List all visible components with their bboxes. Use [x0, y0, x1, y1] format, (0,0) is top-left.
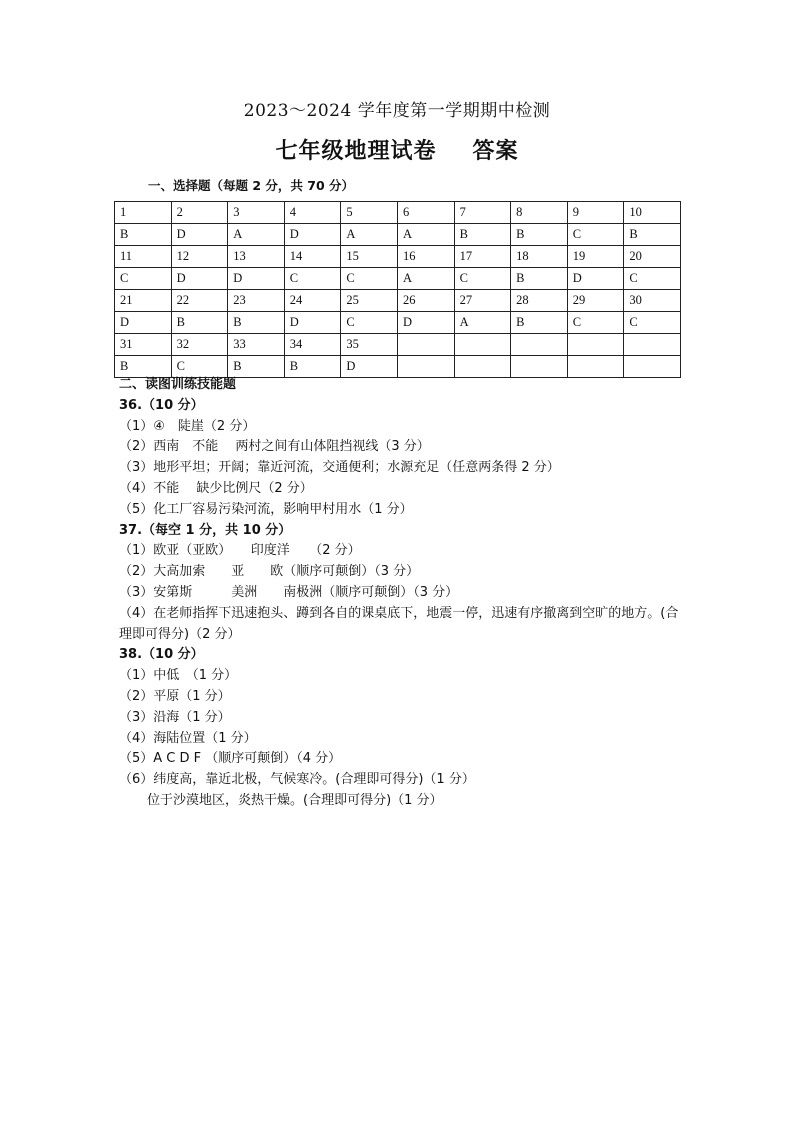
answer-cell: A: [454, 312, 511, 334]
answer-cell: D: [284, 312, 341, 334]
question-number-cell: 3: [228, 202, 285, 224]
question-number-cell: 35: [341, 334, 398, 356]
answer-cell: B: [171, 312, 228, 334]
answer-cell: D: [115, 312, 172, 334]
question-number-row: [115, 334, 681, 356]
answer-cell: A: [397, 268, 454, 290]
question-number-cell: 14: [284, 246, 341, 268]
section2: [119, 375, 689, 812]
question-number-cell: 8: [511, 202, 568, 224]
q38-answer-2: （2）平原（1 分）: [119, 688, 231, 704]
answer-cell: B: [115, 224, 172, 246]
question-number-cell: 27: [454, 290, 511, 312]
q38-answer-6-cont: 位于沙漠地区，炎热干燥。(合理即可得分)（1 分）: [147, 792, 443, 808]
answer-cell: C: [341, 268, 398, 290]
answer-cell: D: [284, 224, 341, 246]
answer-row: [115, 268, 681, 290]
question-number-cell: 10: [624, 202, 681, 224]
answer-cell: B: [284, 356, 341, 378]
question-number-cell: 1: [115, 202, 172, 224]
answer-cell: A: [228, 224, 285, 246]
question-number-cell: 19: [567, 246, 624, 268]
q36-answer-3: （3）地形平坦；开阔；靠近河流，交通便利；水源充足（任意两条得 2 分）: [119, 460, 560, 476]
question-number-cell: 12: [171, 246, 228, 268]
question-number-cell: [397, 334, 454, 356]
q37-answer-2: （2）大高加索 亚 欧（顺序可颠倒）（3 分）: [119, 564, 420, 580]
question-number-cell: 30: [624, 290, 681, 312]
answer-cell: D: [171, 224, 228, 246]
q36-answer-2: （2）西南 不能 两村之间有山体阻挡视线（3 分）: [119, 439, 430, 455]
question-number-cell: 20: [624, 246, 681, 268]
q37-answer-1: （1）欧亚（亚欧） 印度洋 （2 分）: [119, 543, 361, 559]
answer-cell: B: [115, 356, 172, 378]
answer-cell: C: [567, 312, 624, 334]
page-title: [0, 134, 794, 165]
q36-answer-5: （5）化工厂容易污染河流，影响甲村用水（1 分）: [119, 501, 413, 517]
question-number-cell: 16: [397, 246, 454, 268]
title-text: 七年级地理试卷: [275, 139, 437, 164]
question-number-cell: 13: [228, 246, 285, 268]
question-number-cell: 4: [284, 202, 341, 224]
answer-cell: B: [454, 224, 511, 246]
question-number-cell: 26: [397, 290, 454, 312]
question-number-row: [115, 246, 681, 268]
question-number-cell: 34: [284, 334, 341, 356]
question-number-cell: 24: [284, 290, 341, 312]
section2-heading: 二、读图训练技能题: [119, 377, 237, 392]
answer-cell: C: [341, 312, 398, 334]
question-number-cell: 6: [397, 202, 454, 224]
multiple-choice-answer-table: [114, 201, 681, 378]
q38-answer-1: （1）中低 （1 分）: [119, 668, 238, 684]
answer-cell: C: [454, 268, 511, 290]
q38-answer-6: （6）纬度高，靠近北极，气候寒冷。(合理即可得分)（1 分）: [119, 772, 475, 788]
answer-cell: B: [511, 224, 568, 246]
question-number-cell: 23: [228, 290, 285, 312]
q38-answer-3: （3）沿海（1 分）: [119, 709, 231, 725]
q36-heading: 36.（10 分）: [119, 397, 204, 413]
exam-term-line: 2023～2024 学年度第一学期期中检测: [243, 101, 551, 121]
question-number-cell: 33: [228, 334, 285, 356]
question-number-cell: 18: [511, 246, 568, 268]
section1-heading: 一、选择题（每题 2 分，共 70 分）: [148, 178, 355, 193]
question-number-cell: [624, 334, 681, 356]
answer-cell: D: [171, 268, 228, 290]
answer-cell: B: [624, 224, 681, 246]
question-number-cell: 29: [567, 290, 624, 312]
answer-cell: C: [567, 224, 624, 246]
question-number-cell: 31: [115, 334, 172, 356]
answer-row: [115, 224, 681, 246]
answer-cell: D: [341, 356, 398, 378]
question-number-cell: 32: [171, 334, 228, 356]
q38-answer-5: （5）A C D F （顺序可颠倒）（4 分）: [119, 751, 342, 767]
answer-cell: B: [511, 268, 568, 290]
question-number-cell: 21: [115, 290, 172, 312]
answer-cell: C: [115, 268, 172, 290]
q36-answer-4: （4）不能 缺少比例尺（2 分）: [119, 480, 313, 496]
question-number-cell: 9: [567, 202, 624, 224]
question-number-cell: 25: [341, 290, 398, 312]
answer-cell: A: [397, 224, 454, 246]
q37-answer-4: （4）在老师指挥下迅速抱头、蹲到各自的课桌底下，地震一停，迅速有序撤离到空旷的地方。(合理即可得分)（2 分）: [119, 605, 679, 642]
answer-cell: B: [228, 356, 285, 378]
question-number-cell: 7: [454, 202, 511, 224]
answer-cell: B: [228, 312, 285, 334]
question-number-cell: 11: [115, 246, 172, 268]
q37-heading: 37.（每空 1 分，共 10 分）: [119, 522, 292, 538]
question-number-cell: 22: [171, 290, 228, 312]
q38-answer-4: （4）海陆位置（1 分）: [119, 730, 257, 746]
answer-row: [115, 312, 681, 334]
answer-cell: B: [511, 312, 568, 334]
answer-cell: D: [567, 268, 624, 290]
answer-cell: D: [397, 312, 454, 334]
question-number-cell: 28: [511, 290, 568, 312]
question-number-row: [115, 290, 681, 312]
answer-cell: C: [171, 356, 228, 378]
q36-answer-1: （1）④ 陡崖（2 分）: [119, 418, 256, 434]
question-number-cell: [511, 334, 568, 356]
answer-cell: C: [624, 268, 681, 290]
question-number-cell: 15: [341, 246, 398, 268]
question-number-cell: 17: [454, 246, 511, 268]
question-number-cell: [567, 334, 624, 356]
answer-cell: C: [284, 268, 341, 290]
title-suffix: 答案: [472, 139, 519, 164]
question-number-cell: [454, 334, 511, 356]
q37-answer-3: （3）安第斯 美洲 南极洲（顺序可颠倒）（3 分）: [119, 584, 459, 600]
answer-cell: C: [624, 312, 681, 334]
question-number-row: [115, 202, 681, 224]
question-number-cell: 2: [171, 202, 228, 224]
question-number-cell: 5: [341, 202, 398, 224]
answer-cell: A: [341, 224, 398, 246]
q38-heading: 38.（10 分）: [119, 647, 204, 663]
answer-cell: D: [228, 268, 285, 290]
